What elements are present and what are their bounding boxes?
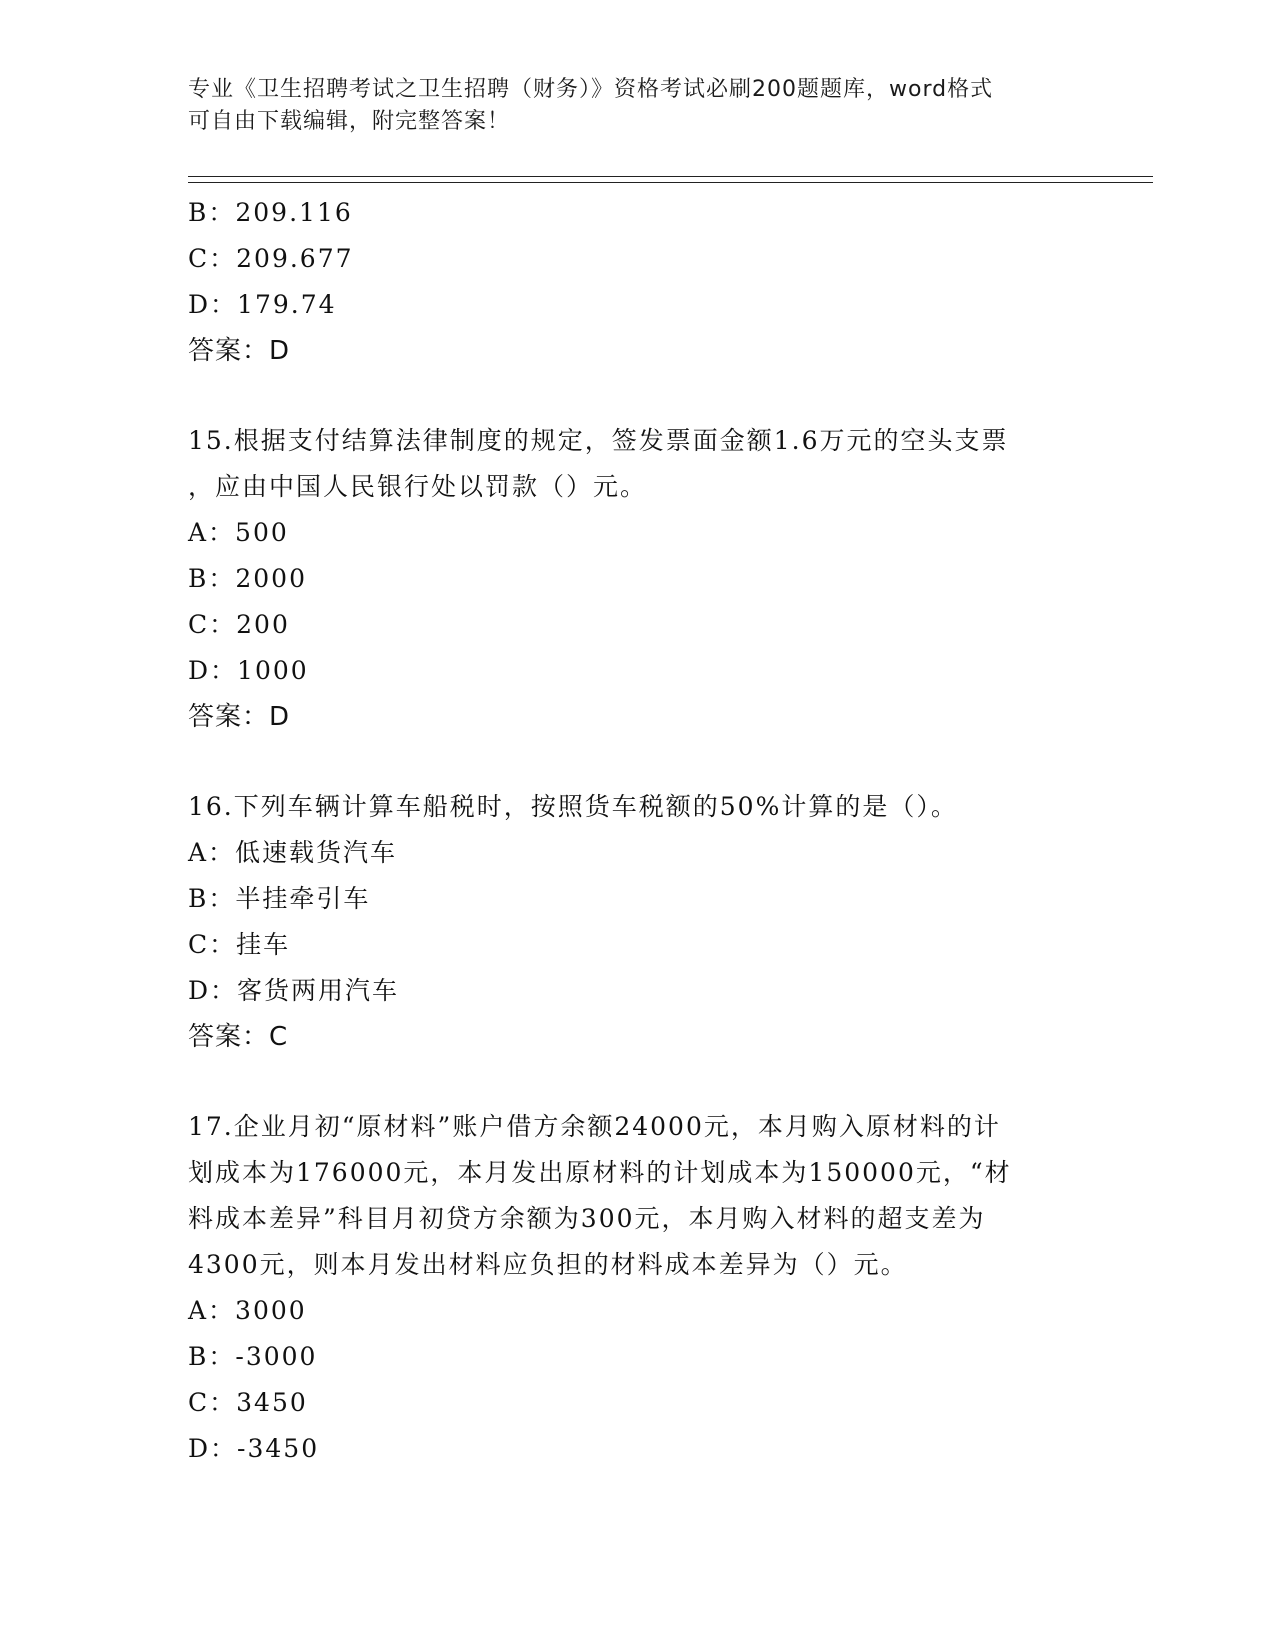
document-body — [188, 190, 1088, 1472]
option-d: D：客货两用汽车 — [188, 976, 400, 1005]
question-line: 16.下列车辆计算车船税时，按照货车税额的50%计算的是（）。 — [188, 792, 958, 821]
question-17 — [188, 1104, 1088, 1472]
option-d: D：179.74 — [188, 290, 337, 319]
question-line: 4300元，则本月发出材料应负担的材料成本差异为（）元。 — [188, 1250, 908, 1279]
document-header — [188, 74, 1088, 138]
header-line-1: 专业《卫生招聘考试之卫生招聘（财务）》资格考试必刷200题题库，word格式 — [188, 77, 994, 102]
header-divider-bottom — [188, 182, 1153, 183]
question-16 — [188, 784, 1088, 1060]
question-15 — [188, 418, 1088, 740]
option-b: B：2000 — [188, 564, 307, 593]
option-a: A：低速载货汽车 — [188, 838, 398, 867]
option-d: D：-3450 — [188, 1434, 320, 1463]
question-text — [188, 1104, 1078, 1288]
option-d: D：1000 — [188, 656, 309, 685]
option-c: C：200 — [188, 610, 290, 639]
question-line: 15.根据支付结算法律制度的规定，签发票面金额1.6万元的空头支票 — [188, 426, 1009, 455]
answer-line: 答案：D — [188, 702, 291, 732]
question-line: 料成本差异”科目月初贷方余额为300元，本月购入材料的超支差为 — [188, 1204, 986, 1233]
option-a: A：3000 — [188, 1296, 307, 1325]
option-b: B：-3000 — [188, 1342, 318, 1371]
option-c: C：209.677 — [188, 244, 354, 273]
question-text — [188, 418, 1078, 510]
option-c: C：挂车 — [188, 930, 291, 959]
header-divider-top — [188, 176, 1153, 177]
option-c: C：3450 — [188, 1388, 308, 1417]
option-a: A：500 — [188, 518, 289, 547]
question-line: 划成本为176000元，本月发出原材料的计划成本为150000元，“材 — [188, 1158, 1012, 1187]
option-b: B：半挂牵引车 — [188, 884, 371, 913]
option-b: B：209.116 — [188, 198, 353, 227]
answer-line: 答案：C — [188, 1022, 289, 1052]
question-text — [188, 784, 1078, 830]
header-line-2: 可自由下载编辑，附完整答案！ — [188, 109, 511, 134]
answer-line: 答案：D — [188, 336, 291, 366]
question-line: ，应由中国人民银行处以罚款（）元。 — [188, 472, 648, 501]
prev-question-block — [188, 190, 1088, 374]
question-line: 17.企业月初“原材料”账户借方余额24000元，本月购入原材料的计 — [188, 1112, 1001, 1141]
